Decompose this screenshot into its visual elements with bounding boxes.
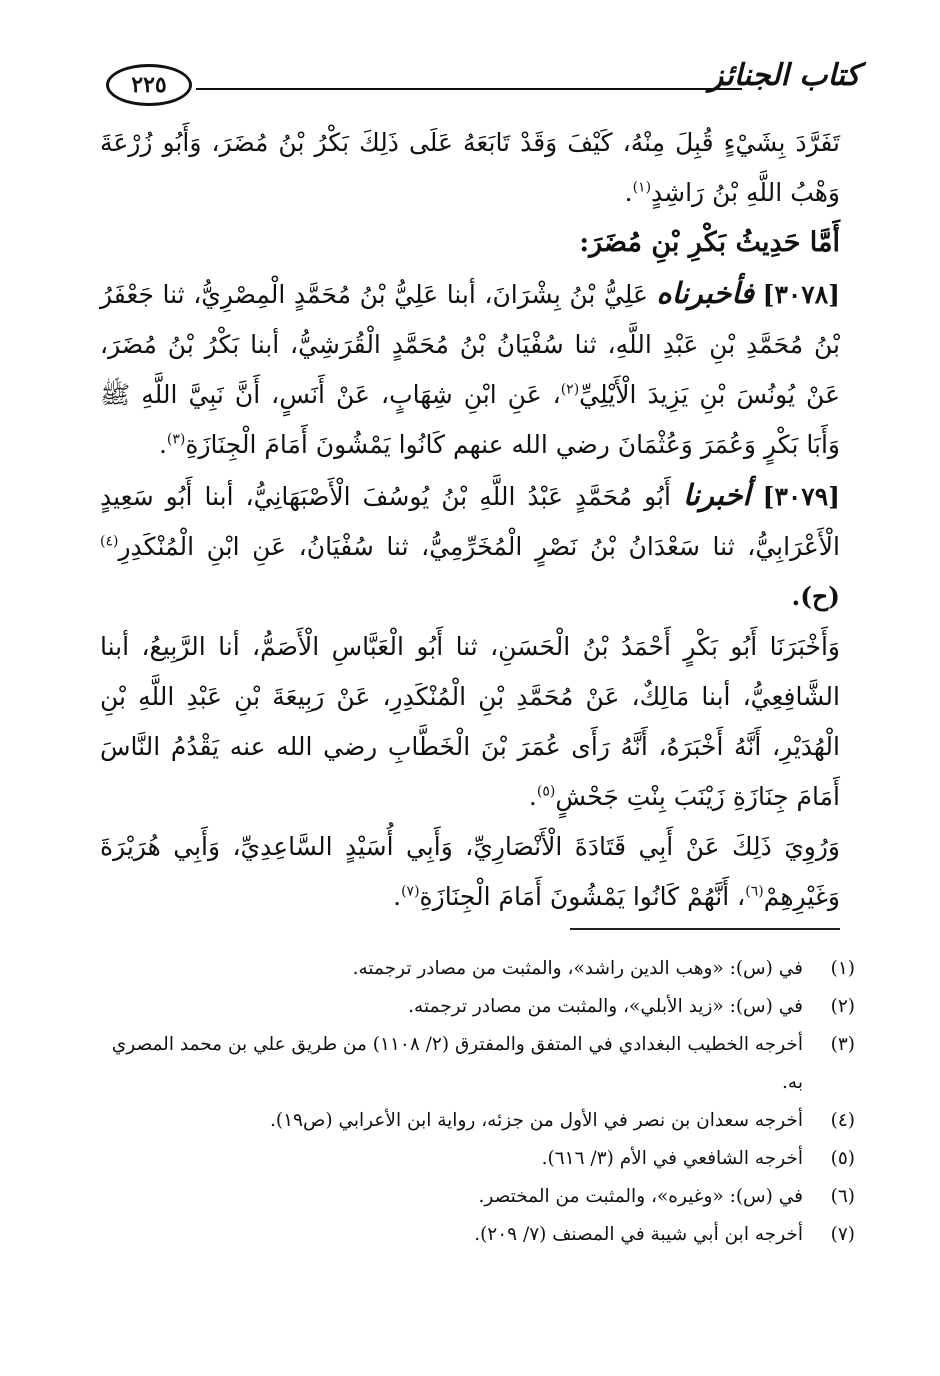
book-title: كتاب الجنائز: [708, 58, 860, 93]
hadith-number-3079: [٣٠٧٩]: [762, 482, 840, 511]
narration-verb-2: أخبرنا: [682, 478, 751, 512]
footnote-marker-1: (١): [632, 179, 652, 196]
hadith-number-3078: [٣٠٧٨]: [762, 280, 841, 309]
header-rule: [196, 88, 742, 90]
footnote-marker-7: (٧): [401, 883, 420, 900]
hadith-3078: [٣٠٧٨] فأخبرناه عَلِيُّ بْنُ بِشْرَانَ، أبنا عَلِيُّ بْنُ مُحَمَّدٍ الْمِصْرِيُّ، ثنا جَعْفَرُ بْنُ مُحَمَّدِ بْنِ عَبْدِ اللَّهِ، ثنا سُفْيَانُ بْنُ مُحَمَّدٍ الْقُرَشِيُّ، أبنا بَكْرُ بْنُ مُضَرَ، عَنْ يُونُسَ بْنِ يَزِيدَ الْأَيْلِيِّ$^{(٢)}$، عَنِ ابْنِ شِهَابٍ، عَنْ أَنَسٍ، أَنَّ نَبِيَّ اللَّهِ ﷺ وَأَبَا بَكْرٍ وَعُمَرَ وَعُثْمَانَ رضي الله عنهم كَانُوا يَمْشُونَ أَمَامَ الْجِنَازَةِ$^{(٣)}$.: [100, 276, 841, 459]
paragraph-malik: وَأَخْبَرَنَا أَبُو بَكْرٍ أَحْمَدُ بْنُ الْحَسَنِ، ثنا أَبُو الْعَبَّاسِ الْأَصَمُّ، أنا الرَّبِيعُ، أبنا الشَّافِعِيُّ، أبنا مَالِكٌ، عَنْ مُحَمَّدِ بْنِ الْمُنْكَدِرِ، عَنْ رَبِيعَةَ بْنِ عَبْدِ اللَّهِ بْنِ الْهُدَيْرِ، أَنَّهُ أَخْبَرَهُ، أَنَّهُ رَأَى عُمَرَ بْنَ الْخَطَّابِ رضي الله عنه يَقْدُمُ النَّاسَ أَمَامَ جِنَازَةِ زَيْنَبَ بِنْتِ جَحْشٍ$^{(٥)}$.: [100, 632, 840, 811]
footnote: (١) في (س): «وهب الدين راشد»، والمثبت من مصادر ترجمته.: [352, 958, 855, 979]
footnote-marker-4: (٤): [100, 533, 119, 550]
footnote: (٦) في (س): «وغيره»، والمثبت من المختصر.: [478, 1186, 855, 1207]
footnote-marker-6: (٦): [745, 883, 764, 900]
page-header: [100, 58, 860, 120]
footnote: (٤) أخرجه سعدان بن نصر في الأول من جزئه، رواية ابن الأعرابي (ص١٩).: [270, 1110, 855, 1131]
paragraph-1: تَفَرَّدَ بِشَيْءٍ قُبِلَ مِنْهُ، كَيْفَ وَقَدْ تَابَعَهُ عَلَى ذَلِكَ بَكْرُ بْنُ مُضَرَ، وَأَبُو زُرْعَةَ وَهْبُ اللَّهِ بْنُ رَاشِدٍ$^{(١)}$.: [100, 128, 840, 207]
footnote: (٢) في (س): «زيد الأبلي»، والمثبت من مصادر ترجمته.: [408, 996, 855, 1017]
footnote-marker-3: (٣): [166, 431, 186, 448]
footnote: (٣) أخرجه الخطيب البغدادي في المتفق والمفترق (٢/ ١١٠٨) من طريق علي بن محمد المصري به.: [111, 1034, 855, 1093]
footnote-marker-2: (٢): [560, 381, 580, 398]
tahwil-mark: (ح).: [791, 582, 840, 611]
footnote-separator: [570, 928, 840, 930]
footnotes: [100, 950, 855, 1254]
narration-verb-1: فأخبرناه: [656, 276, 755, 310]
main-text: [100, 118, 840, 922]
hadith-3079: [٣٠٧٩] أخبرنا أَبُو مُحَمَّدٍ عَبْدُ اللَّهِ بْنُ يُوسُفَ الْأَصْبَهَانِيُّ، أبنا أَبُو سَعِيدٍ الْأَعْرَابِيُّ، ثنا سَعْدَانُ بْنُ نَصْرٍ الْمُخَرِّمِيُّ، ثنا سُفْيَانُ، عَنِ ابْنِ الْمُنْكَدِرِ$^{(٤)}$ (ح).: [100, 478, 840, 611]
section-heading: أَمَّا حَدِيثُ بَكْرِ بْنِ مُضَرَ:: [579, 227, 840, 258]
page-number: ٢٢٥: [106, 64, 192, 106]
footnote: (٥) أخرجه الشافعي في الأم (٣/ ٦١٦).: [541, 1148, 855, 1169]
paragraph-riwaya: وَرُوِيَ ذَلِكَ عَنْ أَبِي قَتَادَةَ الْأَنْصَارِيِّ، وَأَبِي أُسَيْدٍ السَّاعِدِيِّ، وَأَبِي هُرَيْرَةَ وَغَيْرِهِمْ$^{(٦)}$، أَنَّهُمْ كَانُوا يَمْشُونَ أَمَامَ الْجِنَازَةِ$^{(٧)}$.: [100, 832, 840, 911]
footnote: (٧) أخرجه ابن أبي شيبة في المصنف (٧/ ٢٠٩).: [474, 1224, 855, 1245]
footnote-marker-5: (٥): [536, 783, 556, 800]
